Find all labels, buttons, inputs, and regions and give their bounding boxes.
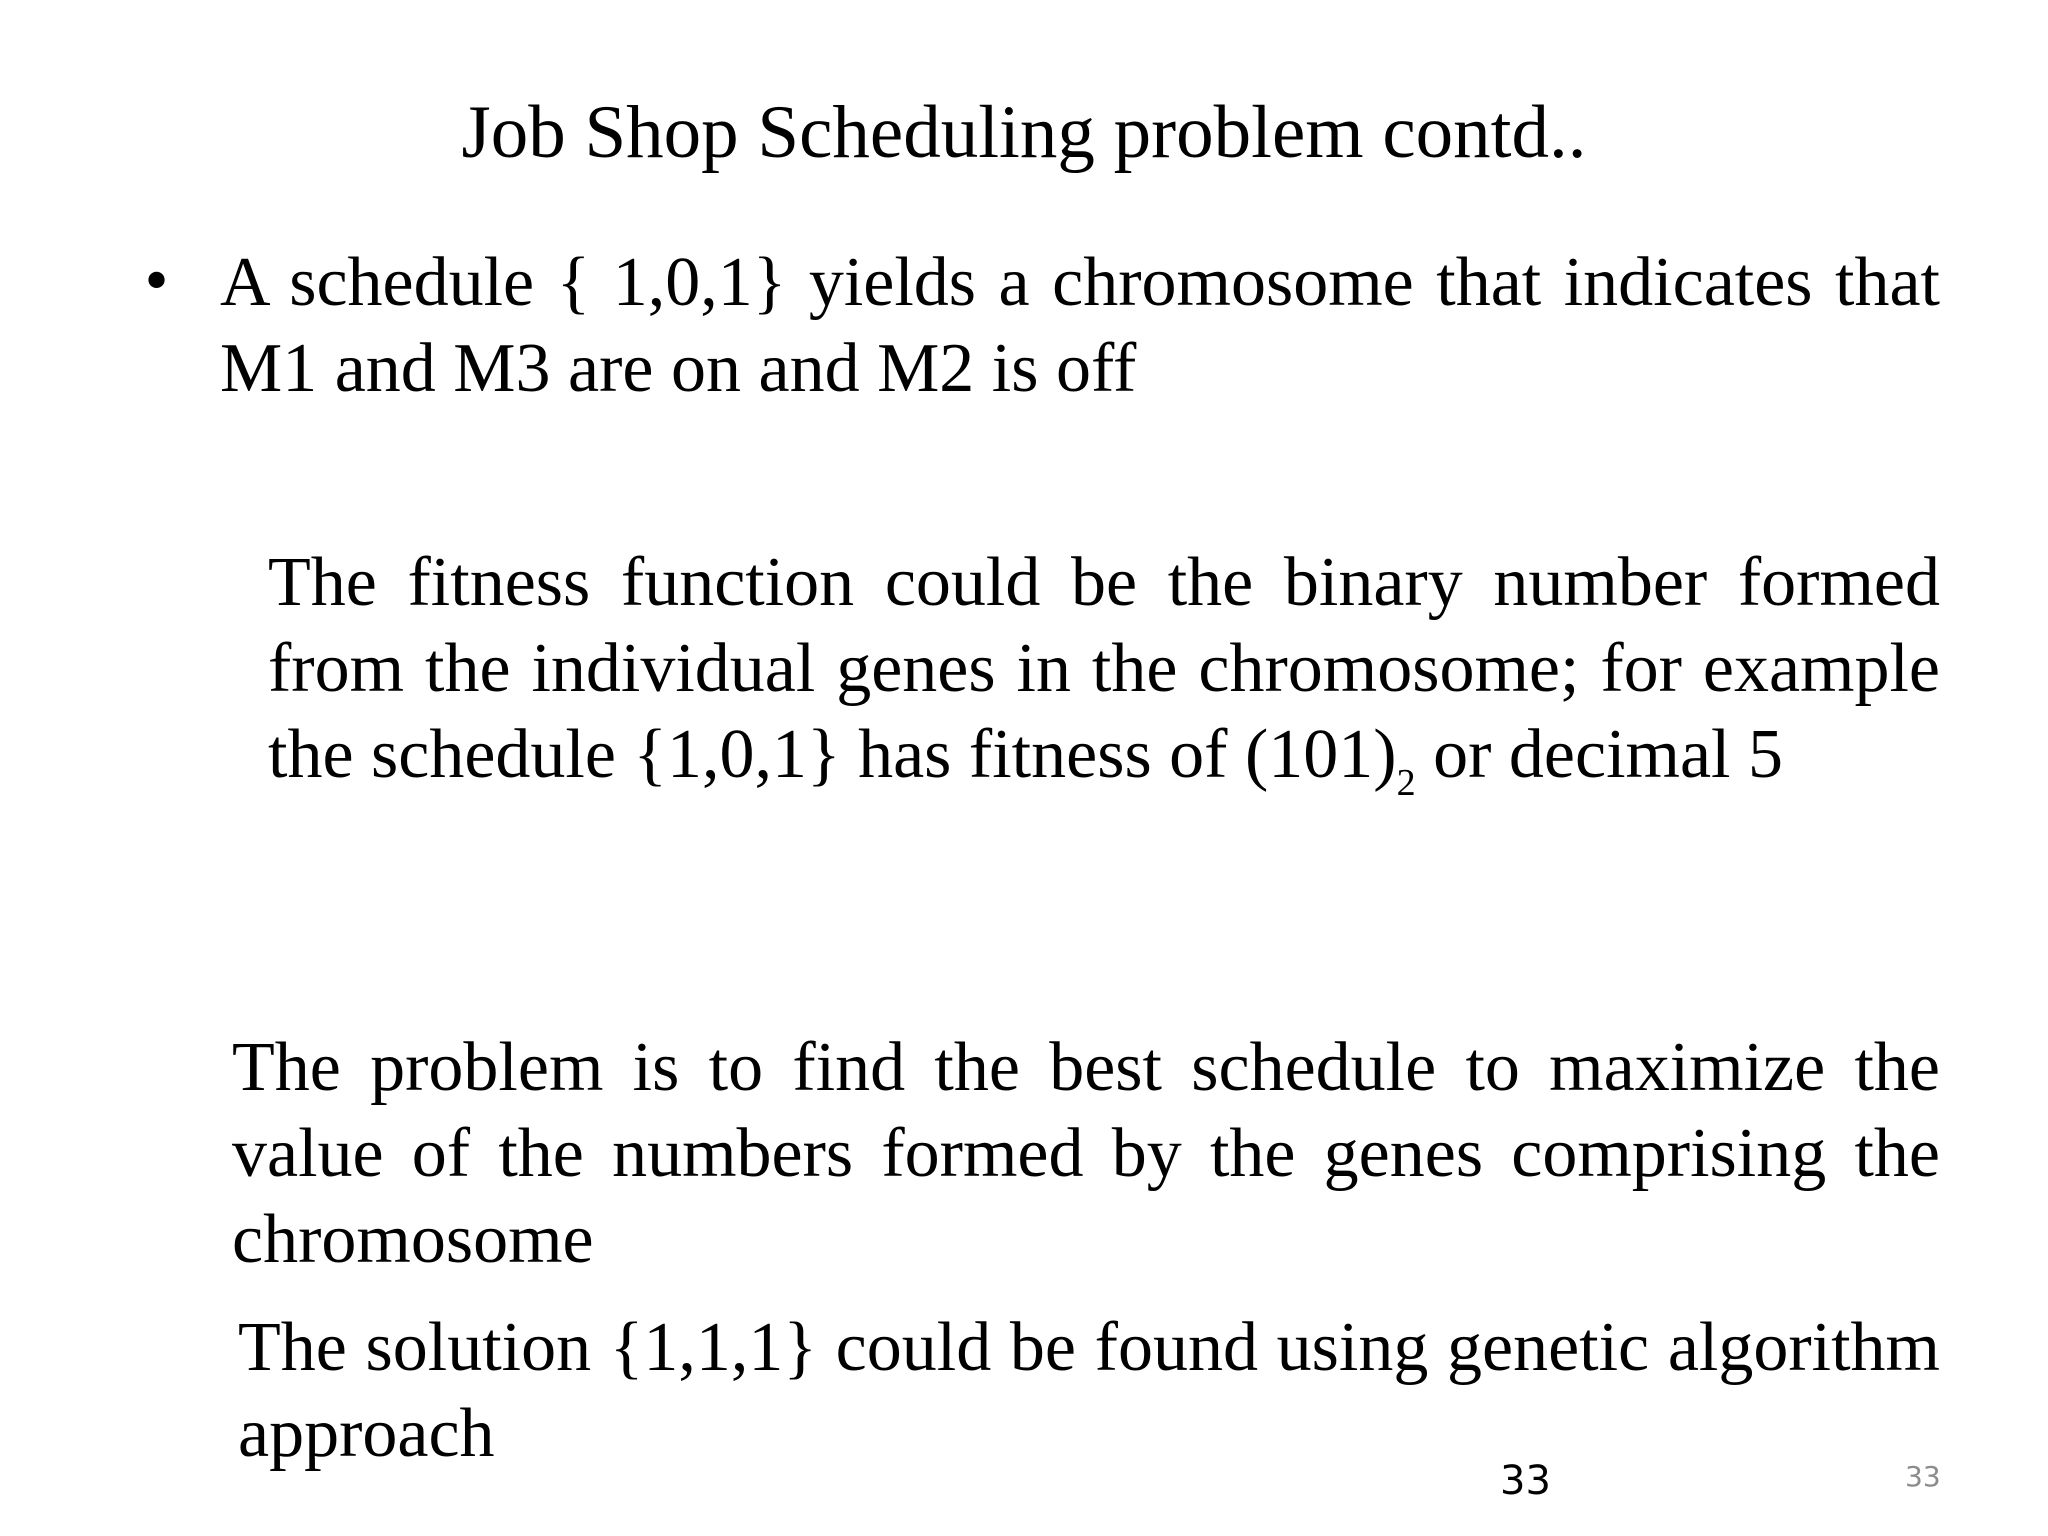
slide-title: Job Shop Scheduling problem contd.. [461, 91, 1587, 174]
page-number-corner: 33 [1905, 1460, 1941, 1493]
paragraph-text: The solution {1,1,1} could be found using genetic algorithm approach [238, 1309, 1940, 1472]
paragraph-text: A schedule { 1,0,1} yields a chromosome that indicates that M1 and M3 are on and M2 is off [220, 244, 1940, 407]
paragraph-text: The problem is to find the best schedule to maximize the value of the numbers formed by the genes comprising the chromosome [232, 1029, 1940, 1278]
paragraph-fitness-function [220, 540, 1940, 804]
paragraph-text-tail: or decimal 5 [1415, 716, 1783, 793]
binary-subscript: 2 [1396, 762, 1416, 804]
bullet-icon: • [140, 250, 174, 315]
paragraph-problem-statement [220, 1025, 1940, 1283]
paragraph-solution [220, 1305, 1940, 1477]
page-number-center: 33 [1500, 1458, 1551, 1504]
paragraph-text: The fitness function could be the binary number formed from the individual genes in the chromosome; for example the schedule {1,0,1} has fitness of (101) [268, 544, 1940, 793]
bullet-paragraph-schedule [140, 240, 1940, 412]
